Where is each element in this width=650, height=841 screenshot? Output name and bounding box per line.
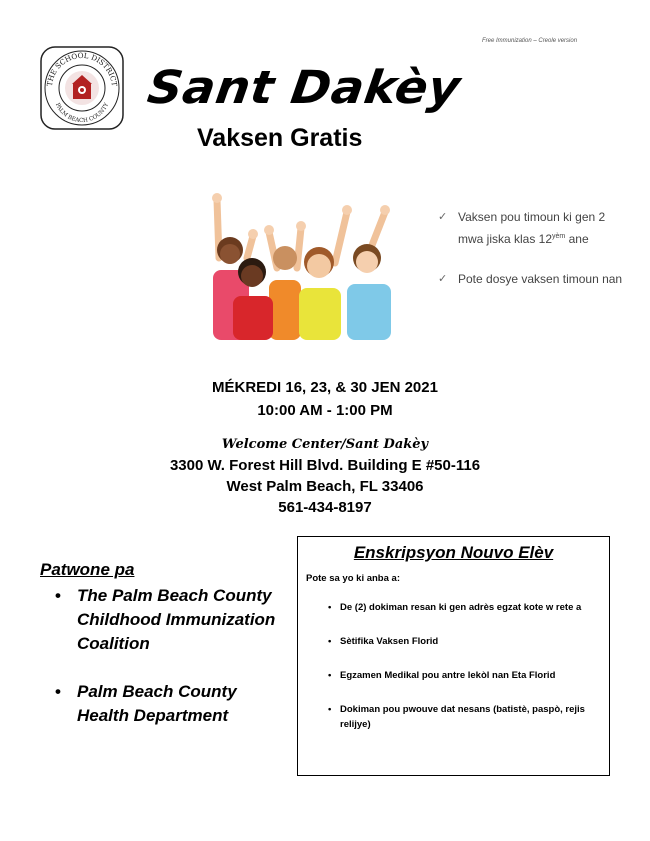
checklist-item xyxy=(438,270,633,289)
address-line-1: 3300 W. Forest Hill Blvd. Building E #50-116 xyxy=(169,457,481,474)
sponsors-heading: Patwone pa xyxy=(40,560,135,579)
sponsor-name: The Palm Beach County Childhood Immunization Coalition xyxy=(77,586,276,653)
registration-item: • Egzamen Medikal pou antre lekòl nan Eta Florid xyxy=(298,668,609,683)
registration-intro: Pote sa yo ki anba a: xyxy=(306,573,400,584)
page-title: Sant Dakèy xyxy=(144,61,464,115)
logo-top-text: THE SCHOOL DISTRICT xyxy=(44,50,120,87)
bullet-icon: • xyxy=(328,636,332,647)
sponsor-name: Palm Beach County Health Department xyxy=(77,682,237,725)
address-line-2: West Palm Beach, FL 33406 xyxy=(226,478,424,495)
checkmark-icon: ✓ xyxy=(438,273,448,285)
schoolhouse-icon xyxy=(65,71,99,105)
bullet-icon: • xyxy=(55,586,61,605)
registration-box xyxy=(297,536,610,776)
phone-number: 561-434-8197 xyxy=(278,499,372,516)
checklist-text: Vaksen pou timoun ki gen 2 mwa jiska klas $12^{yèm}$ ane xyxy=(458,210,606,246)
registration-list xyxy=(298,600,609,732)
venue-name: Welcome Center/Sant Dakèy xyxy=(221,437,429,452)
version-note: Free Immunization – Creole version xyxy=(482,38,578,44)
sponsors-section xyxy=(40,560,280,752)
venue-address xyxy=(0,455,650,518)
event-date-line: MÉKREDI 16, 23, & 30 JEN 2021 xyxy=(212,379,438,396)
checklist-item xyxy=(438,208,633,249)
school-district-logo xyxy=(40,46,124,130)
checkmark-icon: ✓ xyxy=(438,211,448,223)
checklist xyxy=(438,208,633,310)
bullet-icon: • xyxy=(328,602,332,613)
registration-item: • Dokiman pou pwouve dat nesans (batistè, paspò, rejis relijye) xyxy=(298,702,609,732)
bullet-icon: • xyxy=(328,670,332,681)
sponsor-item xyxy=(40,680,280,728)
sponsor-list xyxy=(40,584,280,728)
checklist-text: Pote dosye vaksen timoun nan xyxy=(458,272,623,286)
bullet-icon: • xyxy=(328,704,332,715)
bullet-icon: • xyxy=(55,682,61,701)
registration-item: • De (2) dokiman resan ki gen adrès egzat kote w rete a xyxy=(298,600,609,615)
event-time-line: 10:00 AM - 1:00 PM xyxy=(257,402,393,419)
children-photo xyxy=(197,188,400,340)
logo-bottom-text: PALM BEACH COUNTY xyxy=(53,102,111,125)
event-dates xyxy=(0,376,650,422)
page-subtitle: Vaksen Gratis xyxy=(197,124,363,152)
sponsor-item xyxy=(40,584,280,656)
registration-title: Enskripsyon Nouvo Elèv xyxy=(353,543,554,562)
registration-item: • Sètifika Vaksen Florid xyxy=(298,634,609,649)
